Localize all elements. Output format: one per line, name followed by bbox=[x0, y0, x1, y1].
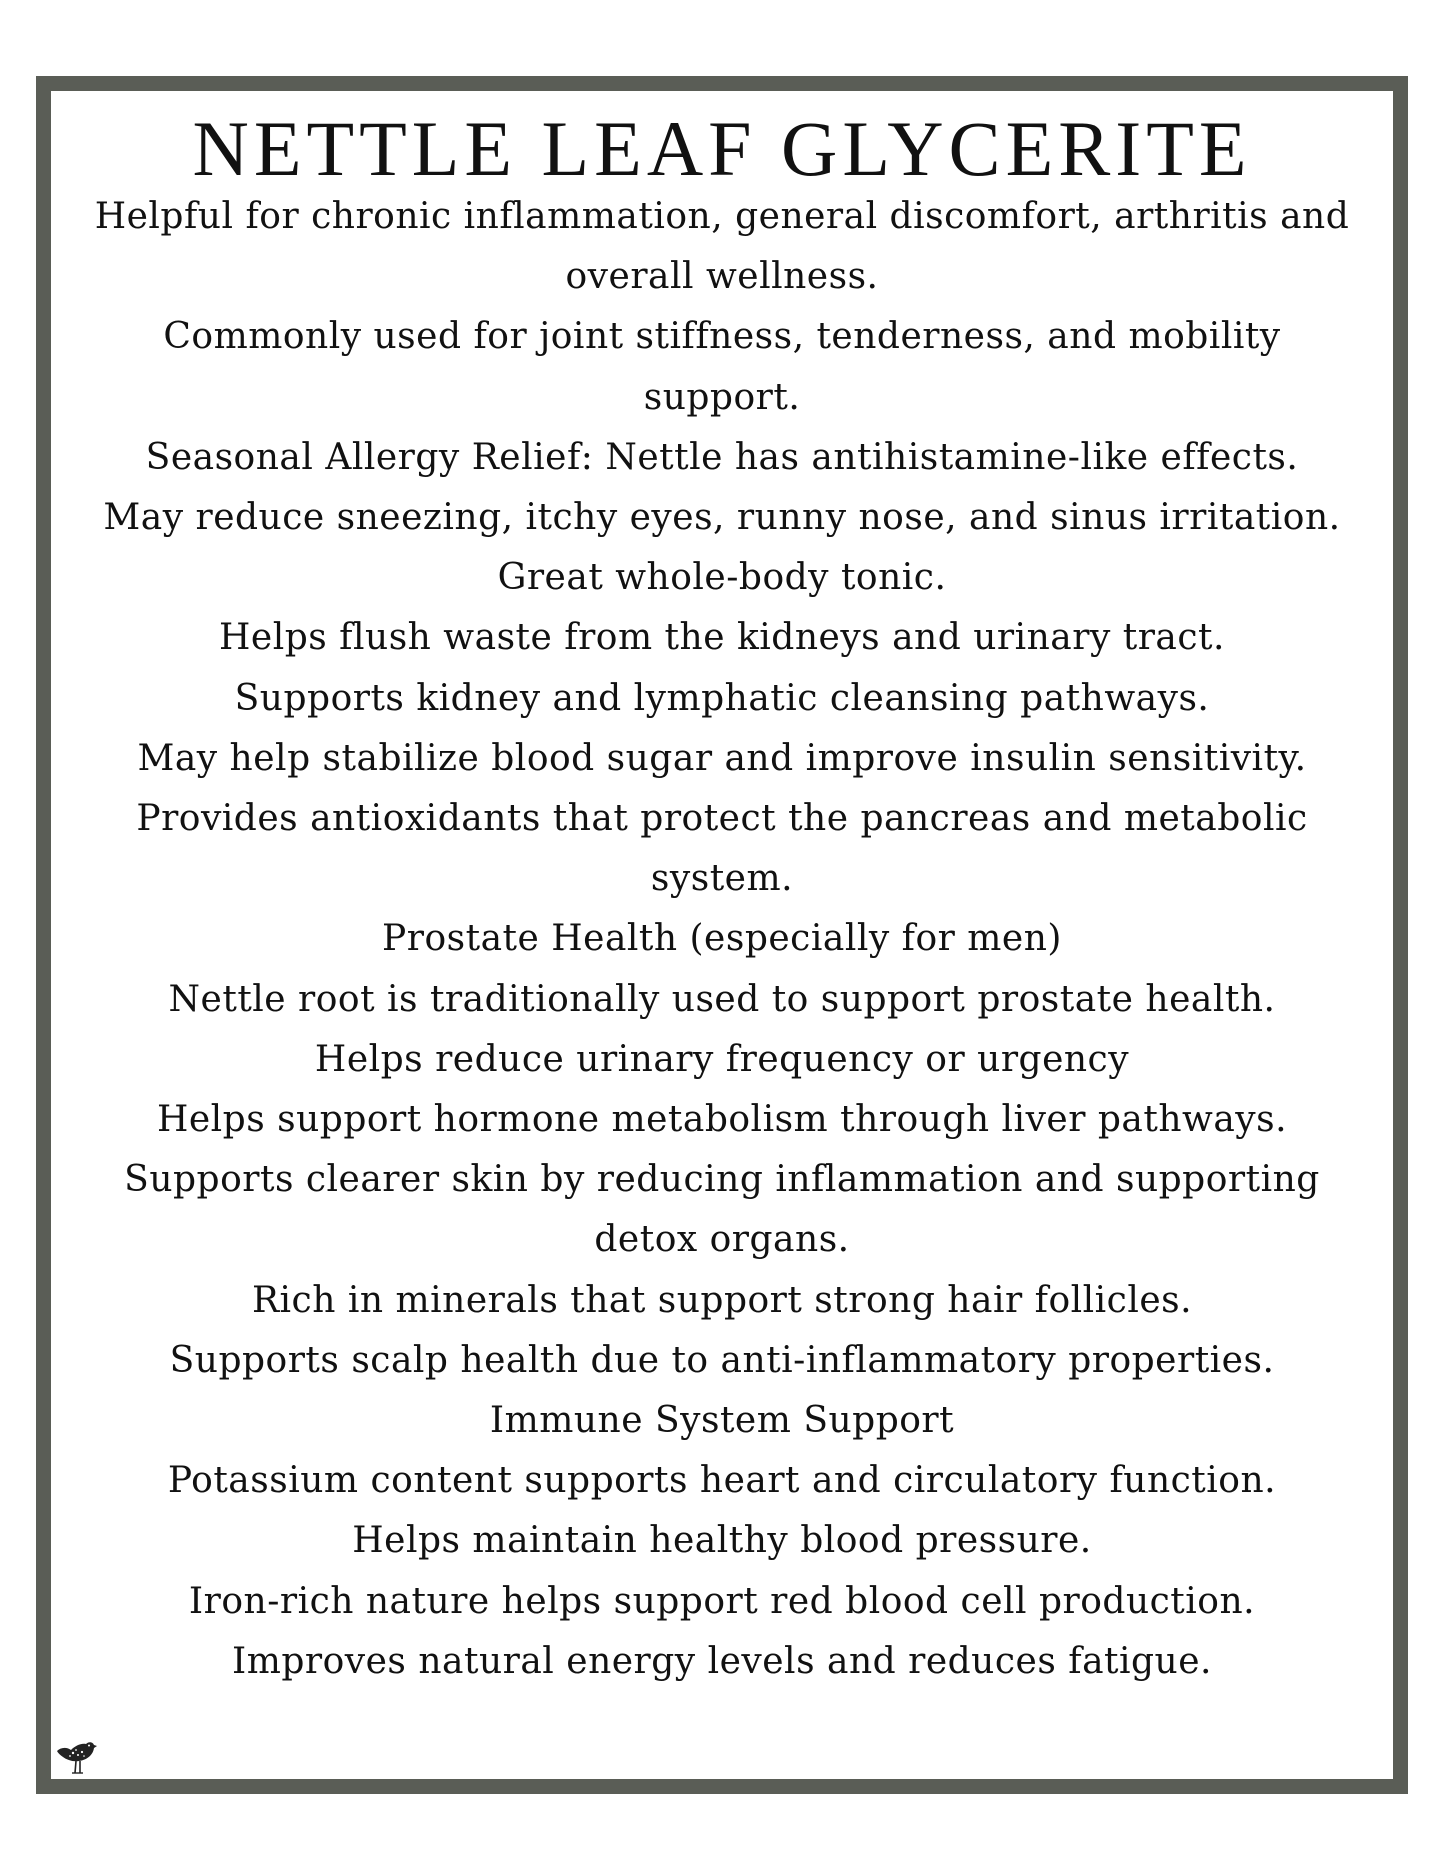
benefit-line: Commonly used for joint stiffness, tenderness, and mobility support. bbox=[163, 316, 1281, 418]
benefit-line: Improves natural energy levels and reduces fatigue. bbox=[231, 1640, 1212, 1682]
benefit-line: Helps maintain healthy blood pressure. bbox=[352, 1520, 1092, 1562]
label-frame bbox=[36, 76, 1408, 1794]
benefit-line: Immune System Support bbox=[489, 1400, 955, 1442]
benefit-line: Helps flush waste from the kidneys and urinary tract. bbox=[219, 617, 1225, 659]
benefit-line: Provides antioxidants that protect the pancreas and metabolic system. bbox=[136, 798, 1308, 900]
benefit-line: Helps reduce urinary frequency or urgency bbox=[314, 1038, 1130, 1080]
benefit-line: Supports clearer skin by reducing inflammation and supporting detox organs. bbox=[124, 1159, 1320, 1261]
benefit-line: Seasonal Allergy Relief: Nettle has antihistamine-like effects. bbox=[145, 436, 1299, 478]
benefit-line: Supports kidney and lymphatic cleansing pathways. bbox=[234, 677, 1210, 719]
bird-icon bbox=[53, 1733, 97, 1777]
benefit-line: Great whole-body tonic. bbox=[497, 557, 947, 599]
benefit-line: Potassium content supports heart and circulatory function. bbox=[167, 1460, 1277, 1502]
benefit-line: Nettle root is traditionally used to support prostate health. bbox=[168, 978, 1276, 1020]
benefit-line: Prostate Health (especially for men) bbox=[382, 918, 1062, 960]
benefit-line: Iron-rich nature helps support red blood cell production. bbox=[188, 1580, 1256, 1622]
benefits-list bbox=[81, 187, 1363, 1692]
benefit-line: Helpful for chronic inflammation, general discomfort, arthritis and overall wellness. bbox=[94, 196, 1350, 298]
benefit-line: May help stabilize blood sugar and improve insulin sensitivity. bbox=[137, 737, 1307, 779]
page-title: NETTLE LEAF GLYCERITE bbox=[192, 105, 1252, 192]
benefit-line: May reduce sneezing, itchy eyes, runny nose, and sinus irritation. bbox=[103, 497, 1341, 539]
benefit-line: Rich in minerals that support strong hair follicles. bbox=[251, 1279, 1193, 1321]
benefit-line: Helps support hormone metabolism through liver pathways. bbox=[156, 1099, 1288, 1141]
benefit-line: Supports scalp health due to anti-inflammatory properties. bbox=[169, 1339, 1275, 1381]
